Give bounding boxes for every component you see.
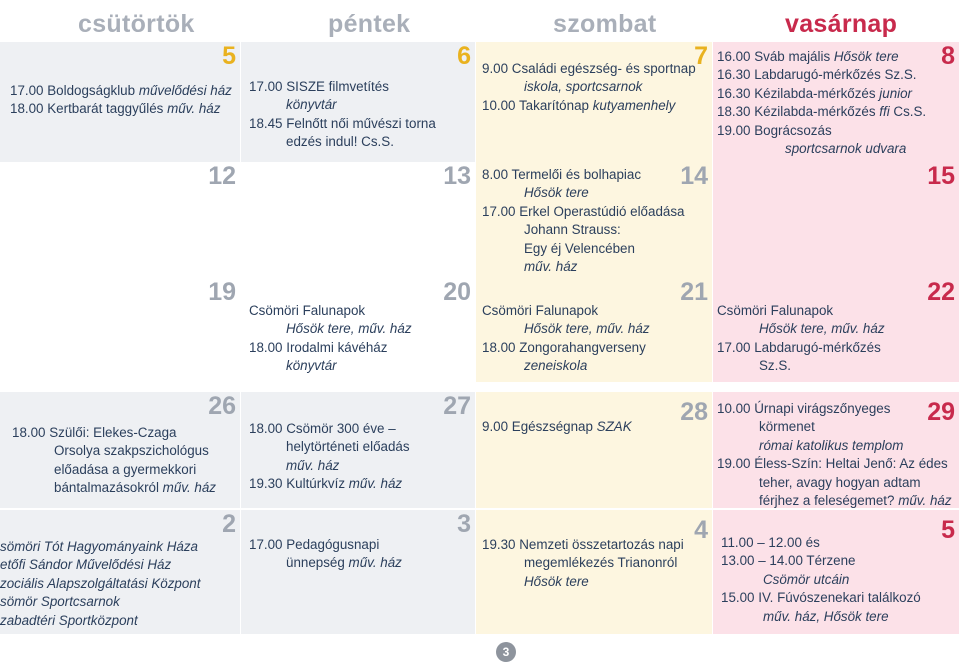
header-thursday: csütörtök: [78, 10, 195, 38]
cell-sat-4: [476, 510, 712, 634]
cell-sun-8: [713, 42, 959, 162]
event-text: 18.30 Kézilabda-mérkőzés: [717, 104, 880, 120]
cell-thu-12: [0, 162, 240, 278]
event-location: zeneiskola: [524, 358, 588, 374]
events: [482, 166, 684, 276]
event-location: iskola, sportcsarnok: [524, 79, 643, 95]
cell-sun-15: [713, 162, 959, 278]
cell-sun-29: [713, 392, 959, 508]
event-text: 15.00 IV. Fúvószenekari találkozó: [721, 590, 921, 606]
event-text: Johann Strauss:: [524, 222, 621, 238]
day-number: 19: [208, 278, 236, 306]
events: [10, 82, 232, 119]
event-location: Hősök tere, műv. ház: [286, 321, 412, 337]
event-text: 19.00 Bográcsozás: [717, 122, 832, 138]
event-text: Csömöri Falunapok: [249, 303, 366, 318]
event-location: Hősök tere: [833, 49, 899, 64]
cell-sat-7: [476, 42, 712, 162]
cell-fri-6: [241, 42, 475, 162]
event-text: 10.00 Takarítónap: [482, 97, 593, 113]
event-location: művelődési ház: [138, 83, 232, 98]
event-text: 17.00 SISZE filmvetítés: [249, 79, 389, 94]
event-text: 13.00 – 14.00 Térzene: [721, 553, 856, 569]
day-number: 13: [443, 162, 471, 190]
event-text: edzés indul! Cs.S.: [286, 134, 394, 150]
legend-item: sömöri Tót Hagyományaink Háza: [0, 539, 198, 554]
event-text: 18.00 Szülői: Elekes-Czaga: [12, 425, 177, 440]
event-location: Hősök tere, műv. ház: [524, 321, 650, 337]
event-text: 18.00 Kertbarát taggyűlés: [10, 101, 168, 117]
day-number: 21: [680, 278, 708, 306]
cell-fri-20: [241, 278, 475, 382]
legend-item: etőfi Sándor Művelődési Ház: [0, 557, 172, 573]
day-number: 20: [443, 278, 471, 306]
cell-thu-2: [0, 510, 240, 634]
legend-item: zociális Alapszolgáltatási Központ: [0, 575, 201, 591]
day-number: 5: [222, 42, 236, 70]
cell-thu-26: [0, 392, 240, 508]
events: [717, 48, 926, 158]
event-text: 16.30 Labdarugó-mérkőzés Sz.S.: [717, 67, 917, 83]
event-text: 18.00 Zongorahangverseny: [482, 339, 646, 355]
day-number: 8: [941, 42, 955, 70]
event-text: 18.45 Felnőtt női művészi torna: [249, 115, 436, 131]
event-text: Cs.S.: [889, 104, 927, 120]
event-text: Csömöri Falunapok: [482, 303, 599, 318]
event-text: 19.30 Nemzeti összetartozás napi: [482, 537, 684, 552]
events: [717, 302, 885, 376]
event-text: Csömöri Falunapok: [717, 303, 834, 318]
event-text: bántalmazásokról: [54, 480, 163, 496]
cell-sun-5: [713, 510, 959, 634]
event-location: Hősök tere: [524, 185, 589, 201]
event-text: ünnepség: [286, 555, 349, 571]
event-location: műv. ház: [898, 493, 952, 508]
events: [717, 400, 952, 508]
event-location: junior: [879, 85, 913, 101]
event-location: műv. ház: [162, 480, 217, 496]
legend-item: sömör Sportcsarnok: [0, 594, 120, 610]
day-number: 15: [927, 162, 955, 190]
event-location: műv. ház: [348, 555, 402, 571]
event-text: körmenet: [759, 419, 815, 435]
day-number: 28: [680, 398, 708, 426]
event-text: 10.00 Úrnapi virágszőnyeges: [717, 401, 891, 416]
event-text: Orsolya szakpszichológus: [54, 443, 209, 459]
day-number: 7: [694, 42, 708, 70]
header-sunday: vasárnap: [785, 10, 898, 38]
events: [482, 60, 696, 115]
day-number: 4: [694, 516, 708, 544]
event-location: SZAK: [596, 419, 632, 434]
events: [12, 424, 216, 498]
event-location: műv. ház, Hősök tere: [763, 608, 889, 624]
events: [482, 302, 650, 376]
day-number: 29: [927, 398, 955, 426]
events: [249, 536, 402, 573]
event-text: 17.00 Boldogságklub: [10, 83, 139, 98]
event-text: előadása a gyermekkori: [54, 461, 197, 477]
events: [721, 534, 921, 626]
events: [482, 418, 632, 436]
event-text: 9.00 Egészségnap: [482, 419, 597, 434]
event-text: 16.30 Kézilabda-mérkőzés: [717, 85, 880, 101]
header-saturday: szombat: [553, 10, 657, 38]
events: [249, 78, 436, 152]
cell-thu-5: [0, 42, 240, 162]
event-location: római katolikus templom: [759, 437, 904, 453]
cell-sat-28: [476, 392, 712, 508]
event-location: műv. ház: [348, 476, 403, 492]
event-location: könyvtár: [286, 97, 337, 113]
cell-fri-13: [241, 162, 475, 278]
event-text: 9.00 Családi egészség- és sportnap: [482, 61, 696, 76]
page-number-badge: 3: [496, 642, 516, 662]
day-number: 27: [443, 392, 471, 420]
event-location: kutyamenhely: [592, 97, 676, 113]
header-friday: péntek: [328, 10, 411, 38]
event-text: 17.00 Pedagógusnapi: [249, 537, 380, 552]
day-number: 2: [222, 510, 236, 538]
event-location: ffi: [879, 104, 890, 120]
event-text: férjhez a feleségemet?: [759, 493, 899, 508]
event-text: helytörténeti előadás: [286, 439, 410, 455]
day-number: 14: [680, 162, 708, 190]
event-text: Egy éj Velencében: [524, 240, 635, 256]
day-number: 12: [208, 162, 236, 190]
day-number: 22: [927, 278, 955, 306]
day-number: 5: [941, 516, 955, 544]
event-text: 18.00 Csömör 300 éve –: [249, 421, 396, 436]
event-location: sportcsarnok udvara: [785, 141, 907, 157]
event-location: könyvtár: [286, 358, 337, 374]
cell-fri-3: [241, 510, 475, 634]
event-text: 8.00 Termelői és bolhapiac: [482, 167, 642, 182]
cell-thu-19: [0, 278, 240, 382]
day-number: 6: [457, 42, 471, 70]
event-location: Hősök tere, műv. ház: [759, 321, 885, 337]
event-text: Sz.S.: [759, 358, 791, 374]
event-location: Csömör utcáin: [763, 571, 850, 587]
event-location: műv. ház: [286, 457, 340, 473]
events: [482, 536, 684, 591]
event-text: 11.00 – 12.00 és: [721, 535, 820, 550]
event-text: megemlékezés Trianonról: [524, 555, 678, 571]
event-text: 17.00 Erkel Operastúdió előadása: [482, 203, 685, 219]
cell-sat-21: [476, 278, 712, 382]
event-text: 16.00 Sváb majális: [717, 49, 834, 64]
cell-sat-14: [476, 162, 712, 278]
event-location: műv. ház: [167, 101, 221, 117]
day-number: 26: [208, 392, 236, 420]
day-number: 3: [457, 510, 471, 538]
events: [249, 302, 412, 376]
event-text: 18.00 Irodalmi kávéház: [249, 339, 388, 355]
event-location: műv. ház: [524, 259, 578, 275]
cell-fri-27: [241, 392, 475, 508]
event-text: teher, avagy hogyan adtam: [759, 474, 921, 490]
cell-sun-22: [713, 278, 959, 382]
event-text: 19.00 Éless-Szín: Heltai Jenő: Az édes: [717, 456, 948, 472]
venue-legend: [0, 538, 200, 630]
legend-item: zabadtéri Sportközpont: [0, 612, 138, 628]
event-text: 19.30 Kultúrkvíz: [249, 476, 349, 492]
event-text: 17.00 Labdarugó-mérkőzés: [717, 339, 881, 355]
events: [249, 420, 410, 494]
event-location: Hősök tere: [524, 573, 589, 589]
